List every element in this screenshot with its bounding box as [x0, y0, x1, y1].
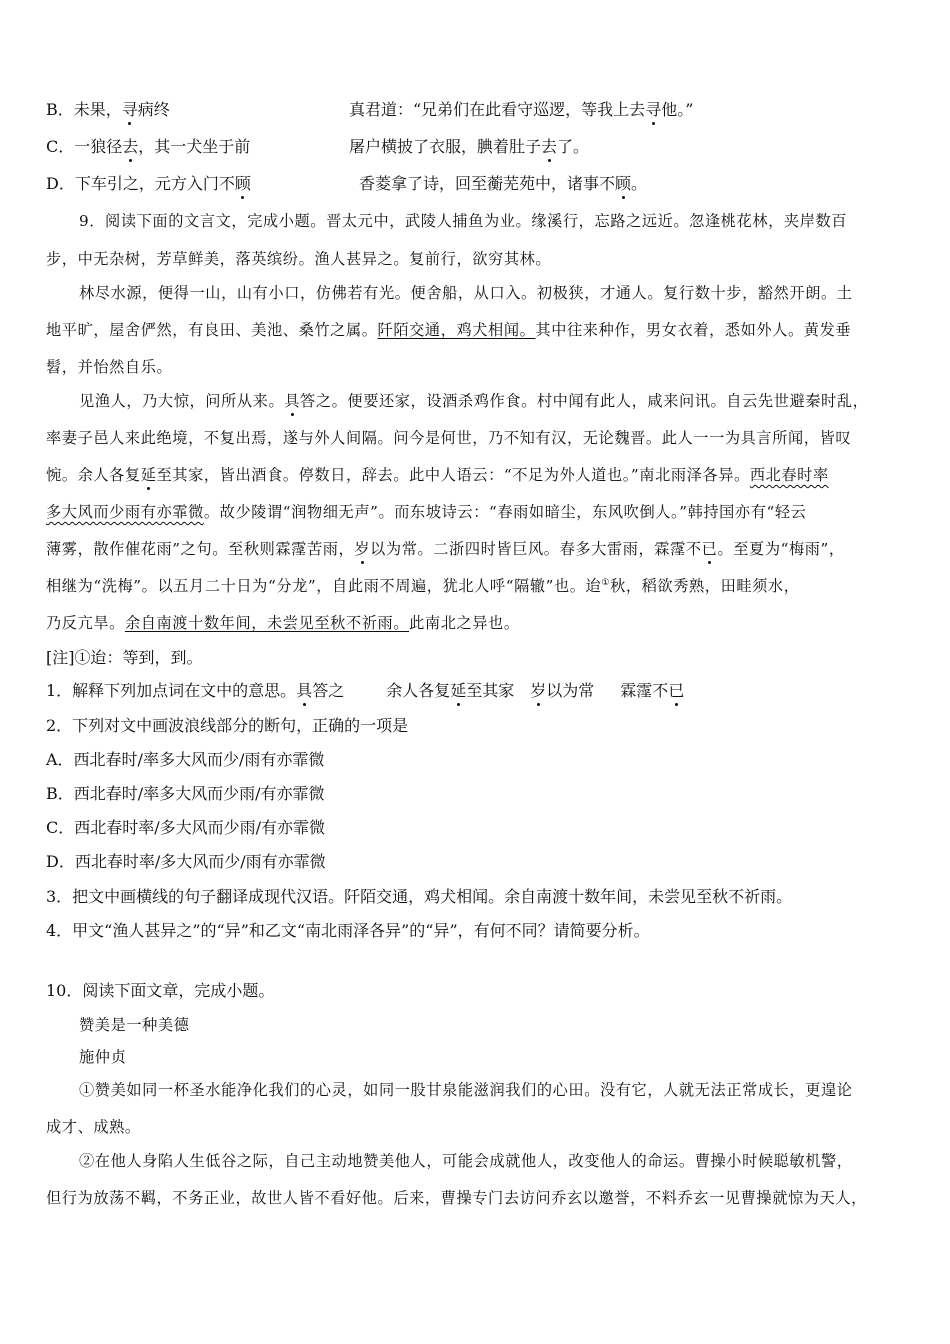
- text: 余人各复: [386, 681, 451, 700]
- wavy-underlined-text: 西北春时率: [749, 466, 829, 484]
- text: 真君道：“兄弟们在此看守巡逻，等我上去: [349, 100, 646, 119]
- q10-article-author: 施仲贞: [79, 1048, 127, 1066]
- text: D．下车引之，元方入门不: [46, 174, 235, 193]
- footnote-marker: ①: [601, 577, 611, 588]
- wavy-underlined-text: 多大风而少雨有亦霏微: [46, 503, 204, 521]
- dotted-word: 顾: [615, 174, 632, 193]
- text: 薄雾，散作催花雨”之句。至秋则霖霪苦雨，: [46, 540, 355, 558]
- text: 。: [631, 174, 648, 193]
- text: 至其家: [466, 681, 515, 700]
- text: 答之: [312, 681, 345, 700]
- q9-sub-3: 3．把文中画横线的句子翻译成现代汉语。阡陌交通，鸡犬相闻。余自南渡十数年间，未尝见至秋不祈雨。: [46, 887, 793, 906]
- dotted-word: 岁: [530, 681, 547, 700]
- text: C．一狼径: [46, 137, 123, 156]
- text: 香菱拿了诗，回至蘅芜苑中，诸事不: [359, 174, 616, 193]
- underlined-sentence: 余自南渡十数年间，未尝见至秋不祈雨。: [124, 614, 410, 632]
- dotted-word: 岁: [354, 540, 371, 558]
- text: 相继为“洗梅”。以五月二十日为“分龙”，自此雨不周遍，犹北人呼“隔辙”也。迨: [46, 577, 602, 595]
- dotted-word: 寻: [121, 100, 138, 119]
- q10-p2-line-1: ②在他人身陷人生低谷之际，自己主动地赞美他人，可能会成就他人，改变他人的命运。曹操小时候聪敏机警，: [79, 1152, 853, 1170]
- q9-p3-line-4: [46, 502, 908, 522]
- dotted-word: 去: [122, 137, 139, 156]
- text: 此南北之异也。: [409, 614, 520, 632]
- text: 以为常: [546, 681, 595, 700]
- q9-p2-line-3: 髫，并怡然自乐。: [46, 358, 173, 376]
- text: 霖霪不: [620, 681, 669, 700]
- q9-p3-line-5: [46, 539, 908, 559]
- q9-p2-line-1: 林尽水源，便得一山，山有小口，仿佛若有光。便舍船，从口入。初极狭，才通人。复行数十步，豁然开朗。土: [79, 284, 853, 302]
- dotted-word: 具: [284, 392, 301, 410]
- text: 乃反亢旱。: [46, 614, 125, 632]
- q10-p1-line-2: 成才、成熟。: [46, 1118, 141, 1136]
- dotted-word: 去: [541, 137, 558, 156]
- dotted-word: 寻: [645, 100, 662, 119]
- q8-option-b-right: [349, 100, 693, 120]
- text: 1．解释下列加点词在文中的意思。: [46, 681, 297, 700]
- q9-p3-line-6: [46, 576, 908, 596]
- q9-p3-line-7: [46, 613, 908, 633]
- q9-p3-line-1: [79, 391, 908, 411]
- q9-p3-line-2: 率妻子邑人来此绝境，不复出焉，遂与外人间隔。问今是何世，乃不知有汉，无论魏晋。此人一一为具言所闻，皆叹: [46, 429, 852, 447]
- q9-p3-line-3: [46, 465, 908, 485]
- dotted-word: 已: [668, 681, 685, 700]
- text: 。至夏为“梅雨”，: [717, 540, 845, 558]
- text: 其中往来种作，男女衣着，悉如外人。黄发垂: [535, 321, 852, 339]
- q10-article-title: 赞美是一种美德: [79, 1016, 190, 1034]
- q9-sub-2-option-d: D．西北春时率/多大风而少/雨有亦霏微: [46, 852, 326, 871]
- q10-p1-line-1: ①赞美如同一杯圣水能净化我们的心灵，如同一股甘泉能滋润我们的心田。没有它，人就无法正常成长，更遑论: [79, 1081, 853, 1099]
- q8-option-c-right: [349, 137, 589, 157]
- dotted-word: 具: [296, 681, 313, 700]
- text: 以为常。二浙四时皆巨风。春多大雷雨，霖霪不: [370, 540, 702, 558]
- q8-option-d-right: [359, 174, 647, 194]
- q10-intro: 10．阅读下面文章，完成小题。: [46, 981, 275, 1000]
- text: 屠户横披了衣服，腆着肚子: [349, 137, 542, 156]
- q9-note: [注]①迨：等到，到。: [46, 648, 203, 667]
- text: 他。”: [661, 100, 694, 119]
- q9-sub-2: 2．下列对文中画波浪线部分的断句，正确的一项是: [46, 716, 409, 735]
- text: 惋。余人各复: [46, 466, 141, 484]
- text: 地平旷，屋舍俨然，有良田、美池、桑竹之属。: [46, 321, 378, 339]
- text: ，其一犬坐于前: [138, 137, 251, 156]
- text: B．未果，: [46, 100, 122, 119]
- underlined-sentence: 阡陌交通，鸡犬相闻。: [377, 321, 536, 339]
- text: 答之。便要还家，设酒杀鸡作食。村中闻有此人，咸来问讯。自云先世避秦时乱，: [300, 392, 869, 410]
- q9-line-2: 步，中无杂树，芳草鲜美，落英缤纷。渔人甚异之。复前行，欲穷其林。: [46, 250, 552, 268]
- text: 病终: [137, 100, 170, 119]
- text: 至其家，皆出酒食。停数日，辞去。此中人语云：“不足为外人道也。”南北雨泽各异。: [156, 466, 750, 484]
- q9-sub-2-option-b: B．西北春时/率多大风而少雨/有亦霏微: [46, 784, 325, 803]
- q9-sub-2-option-c: C．西北春时率/多大风而少雨/有亦霏微: [46, 818, 326, 837]
- dotted-word: 延: [140, 466, 157, 484]
- text: 秋，稻欲秀熟，田畦须水，: [610, 577, 800, 595]
- q9-sub-1: [46, 681, 908, 701]
- text: 。故少陵谓“润物细无声”。而东坡诗云：“春雨如暗尘，东风吹倒人。”韩持国亦有“轻云: [203, 503, 807, 521]
- q9-line-1: 9．阅读下面的文言文，完成小题。晋太元中，武陵人捕鱼为业。缘溪行，忘路之远近。忽逢桃花林，夹岸数百: [79, 212, 848, 230]
- q9-sub-2-option-a: A．西北春时/率多大风而少/雨有亦霏微: [46, 750, 325, 769]
- dotted-word: 延: [450, 681, 467, 700]
- q9-sub-4: 4．甲文“渔人甚异之”的“异”和乙文“南北雨泽各异”的“异”，有何不同？请简要分析。: [46, 921, 650, 940]
- dotted-word: 顾: [234, 174, 251, 193]
- text: 见渔人，乃大惊，问所从来。: [79, 392, 285, 410]
- q9-p2-line-2: [46, 320, 908, 340]
- dotted-word: 已: [701, 540, 718, 558]
- q10-p2-line-2: 但行为放荡不羁，不务正业，故世人皆不看好他。后来，曹操专门去访问乔玄以邀誉，不料乔玄一见曹操就惊为天人，: [46, 1189, 867, 1207]
- text: 了。: [557, 137, 590, 156]
